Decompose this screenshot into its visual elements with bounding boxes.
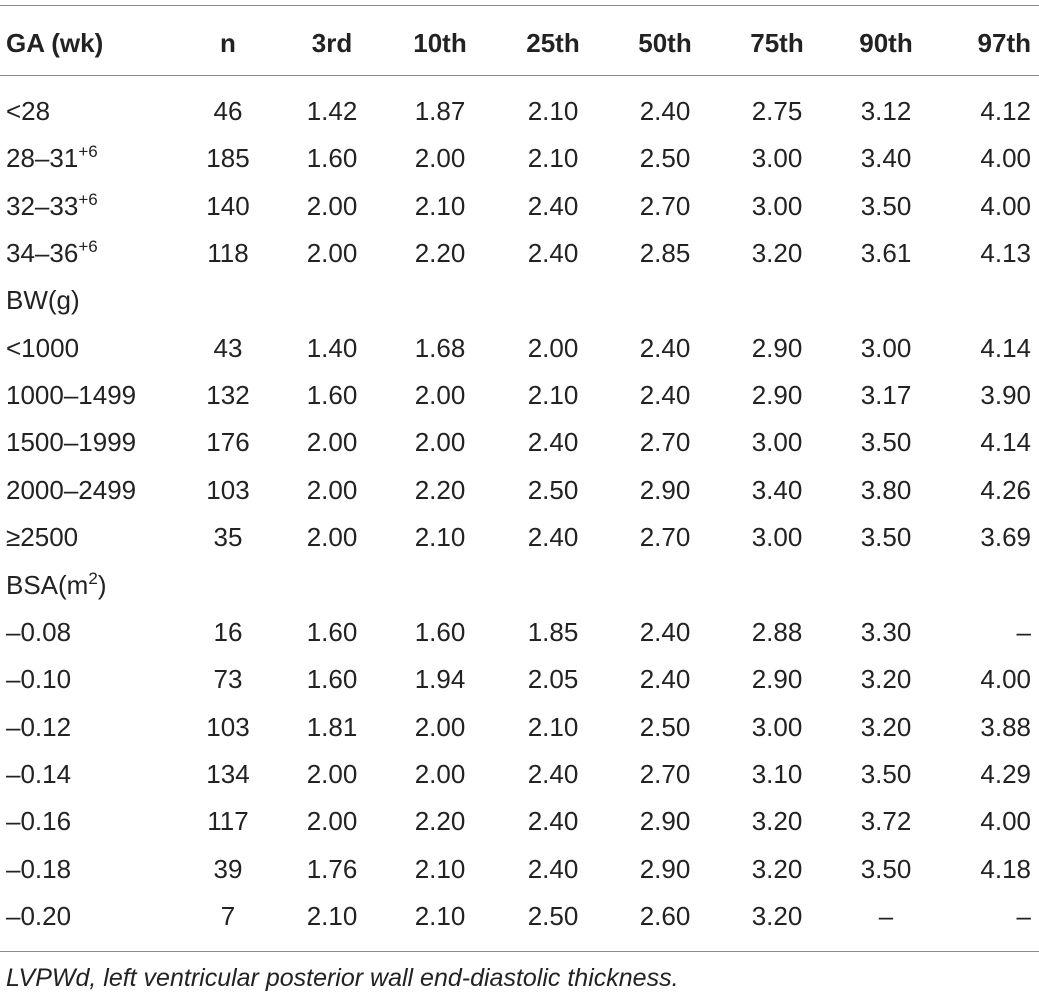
- table-cell: 1.87: [414, 96, 466, 126]
- table-cell: 2.40: [527, 427, 579, 458]
- table-cell: 2.85: [639, 238, 691, 269]
- row-label-text: 2000–2499: [6, 474, 137, 505]
- table-cell: 2.00: [306, 522, 358, 553]
- table-cell: 3.90: [980, 380, 1031, 411]
- table-cell: 1.42: [306, 96, 358, 126]
- table-cell: 2.90: [639, 474, 691, 505]
- table-cell: 2.00: [306, 758, 358, 789]
- table-header-row: [0, 20, 1039, 67]
- table-cell: 140: [206, 190, 250, 221]
- table-cell: 2.70: [639, 522, 691, 553]
- row-label: [6, 183, 98, 230]
- table-cell: 2.90: [639, 806, 691, 837]
- table-cell: 1.60: [306, 616, 358, 647]
- table-cell: 39: [213, 853, 243, 884]
- table-cell: 1.81: [306, 711, 358, 742]
- table-row: [0, 514, 1039, 561]
- row-label-text: 28–31: [6, 143, 79, 174]
- table-cell: 3.00: [751, 711, 803, 742]
- table-cell: 2.40: [639, 664, 691, 695]
- table-cell: 3.50: [860, 427, 912, 458]
- header-50th: 50th: [638, 28, 692, 58]
- superscript: +6: [78, 237, 98, 257]
- table-row: [0, 893, 1039, 940]
- table-cell: 2.70: [639, 758, 691, 789]
- table-cell: 2.70: [639, 427, 691, 458]
- table-cell: 2.10: [527, 96, 579, 126]
- table-cell: 4.00: [980, 664, 1031, 695]
- row-label: [6, 704, 71, 751]
- row-label-text: 32–33: [6, 190, 79, 221]
- section-heading-suffix: ): [97, 569, 107, 600]
- table-cell: 185: [206, 143, 250, 174]
- row-label-text: –0.08: [6, 616, 72, 647]
- table-cell: 2.90: [751, 332, 803, 363]
- table-row: [0, 704, 1039, 751]
- table-cell: 2.90: [751, 664, 803, 695]
- table-cell: 2.40: [527, 758, 579, 789]
- table-cell: 3.69: [980, 522, 1031, 553]
- header-10th: 10th: [413, 28, 467, 58]
- row-label: [6, 325, 79, 372]
- row-label: [6, 798, 71, 845]
- table-cell: 3.20: [751, 900, 803, 931]
- table-cell: 2.20: [414, 238, 466, 269]
- row-label: [6, 467, 136, 514]
- table-row: [0, 135, 1039, 182]
- header-25th: 25th: [526, 28, 580, 58]
- table-cell: 3.30: [860, 616, 912, 647]
- section-heading-text: BW(g): [6, 285, 80, 316]
- table-cell: 4.14: [980, 427, 1031, 458]
- table-cell: 1.60: [306, 143, 358, 174]
- table-row: [0, 798, 1039, 845]
- table-cell: 3.80: [860, 474, 912, 505]
- table-cell: 2.00: [306, 474, 358, 505]
- table-cell: 3.10: [751, 758, 803, 789]
- table-cell: 2.90: [751, 380, 803, 411]
- table-cell: 1.60: [414, 616, 466, 647]
- table-cell: 4.13: [980, 238, 1031, 269]
- table-cell: 1.60: [306, 380, 358, 411]
- table-cell: 3.20: [860, 711, 912, 742]
- table-cell: 176: [206, 427, 250, 458]
- table-cell: 2.40: [527, 522, 579, 553]
- table-cell: 1.94: [414, 664, 466, 695]
- table-cell: 2.10: [414, 853, 466, 884]
- table-row: [0, 230, 1039, 277]
- header-n: n: [220, 28, 236, 58]
- section-heading-row: [0, 562, 1039, 609]
- row-label: [6, 846, 71, 893]
- table-cell: 2.70: [639, 190, 691, 221]
- table-cell: 3.20: [751, 238, 803, 269]
- table-cell: 2.40: [639, 96, 691, 126]
- table-cell: 132: [206, 380, 250, 411]
- row-label: [6, 230, 98, 277]
- table-row: [0, 609, 1039, 656]
- table-cell: 4.29: [980, 758, 1031, 789]
- table-cell: 2.10: [306, 900, 358, 931]
- row-label-text: <28: [6, 96, 51, 126]
- table-cell: 2.75: [751, 96, 803, 126]
- table-cell: 3.61: [860, 238, 912, 269]
- table-cell: 4.26: [980, 474, 1031, 505]
- table-cell: 118: [207, 238, 249, 269]
- table-cell: 2.50: [527, 474, 579, 505]
- section-heading-row: [0, 277, 1039, 324]
- table-cell: 4.18: [980, 853, 1031, 884]
- table-row: [0, 846, 1039, 893]
- table-cell: –: [1016, 900, 1031, 931]
- table-cell: 1.68: [414, 332, 466, 363]
- table-cell: 4.00: [980, 806, 1031, 837]
- row-label: [6, 135, 98, 182]
- row-label: [6, 419, 136, 466]
- table-cell: 2.00: [414, 143, 466, 174]
- table-cell: 7: [220, 900, 236, 931]
- row-label-text: –0.14: [6, 758, 72, 789]
- table-cell: 3.20: [751, 853, 803, 884]
- table-top-rule: [0, 5, 1039, 6]
- table-cell: 2.00: [414, 758, 466, 789]
- table-header-rule: [0, 75, 1039, 76]
- table-cell: 1.60: [306, 664, 358, 695]
- row-label: [6, 656, 71, 703]
- table-cell: 2.00: [306, 238, 358, 269]
- table-cell: 4.00: [980, 190, 1031, 221]
- table-cell: 2.10: [414, 522, 466, 553]
- table-cell: 43: [213, 332, 243, 363]
- table-cell: 2.10: [414, 900, 466, 931]
- row-label: [6, 514, 78, 561]
- table-cell: –: [878, 900, 894, 931]
- table-cell: 117: [207, 806, 249, 837]
- table-cell: 2.10: [527, 711, 579, 742]
- table-cell: 3.12: [860, 96, 912, 126]
- table-cell: 2.50: [639, 143, 691, 174]
- table-cell: 1.85: [527, 616, 579, 647]
- table-cell: 73: [213, 664, 243, 695]
- table-cell: 3.40: [751, 474, 803, 505]
- section-heading: [6, 277, 80, 324]
- row-label: [6, 372, 136, 419]
- row-label-text: <1000: [6, 332, 80, 363]
- table-cell: 2.40: [527, 806, 579, 837]
- table-cell: 2.40: [639, 380, 691, 411]
- table-cell: 2.10: [414, 190, 466, 221]
- header-90th: 90th: [859, 28, 913, 58]
- table-cell: 1.76: [306, 853, 358, 884]
- row-label: [6, 751, 71, 798]
- table-cell: 4.00: [980, 143, 1031, 174]
- table-cell: 3.20: [860, 664, 912, 695]
- table-row: [0, 419, 1039, 466]
- row-label-text: –0.16: [6, 806, 72, 837]
- table-row: [0, 372, 1039, 419]
- table-cell: 2.20: [414, 806, 466, 837]
- row-label-text: –0.20: [6, 900, 72, 931]
- table-cell: 1.40: [306, 332, 358, 363]
- table-cell: 4.14: [980, 332, 1031, 363]
- table-cell: 2.50: [527, 900, 579, 931]
- table-cell: 3.72: [860, 806, 912, 837]
- row-label-text: –0.18: [6, 853, 72, 884]
- table-cell: 3.50: [860, 190, 912, 221]
- table-cell: 46: [213, 96, 243, 126]
- row-label: [6, 609, 71, 656]
- header-3rd: 3rd: [311, 28, 353, 58]
- table-cell: 2.00: [306, 190, 358, 221]
- table-cell: 3.50: [860, 522, 912, 553]
- table-cell: 3.00: [860, 332, 912, 363]
- table-cell: 2.05: [527, 664, 579, 695]
- table-cell: 3.17: [860, 380, 912, 411]
- row-label-text: –0.12: [6, 711, 72, 742]
- table-cell: 2.60: [639, 900, 691, 931]
- table-cell: 2.50: [639, 711, 691, 742]
- table-cell: 2.20: [414, 474, 466, 505]
- header-75th: 75th: [750, 28, 804, 58]
- table-cell: 103: [206, 474, 250, 505]
- table-row: [0, 183, 1039, 230]
- table-row: [0, 325, 1039, 372]
- row-label: [6, 88, 50, 135]
- table-cell: 2.00: [414, 380, 466, 411]
- table-cell: 2.88: [751, 616, 803, 647]
- table-cell: 35: [213, 522, 243, 553]
- table-row: [0, 467, 1039, 514]
- table-cell: 2.10: [527, 380, 579, 411]
- table-cell: 2.00: [414, 711, 466, 742]
- table-cell: 2.00: [527, 332, 579, 363]
- table-row: [0, 751, 1039, 798]
- table-cell: 3.40: [860, 143, 912, 174]
- row-label-text: –0.10: [6, 664, 72, 695]
- table-footnote: LVPWd, left ventricular posterior wall end-diastolic thickness.: [6, 964, 679, 992]
- table-cell: 134: [206, 758, 250, 789]
- table-cell: 2.40: [639, 332, 691, 363]
- superscript: +6: [78, 189, 98, 209]
- table-cell: 3.00: [751, 427, 803, 458]
- section-heading-text: BSA(m: [6, 569, 89, 600]
- superscript: +6: [78, 142, 98, 162]
- table-cell: 3.50: [860, 853, 912, 884]
- table-cell: 2.40: [527, 853, 579, 884]
- table-cell: 2.00: [306, 427, 358, 458]
- table-cell: –: [1016, 616, 1031, 647]
- table-row: [0, 656, 1039, 703]
- table-cell: 2.40: [527, 190, 579, 221]
- section-heading: [6, 562, 106, 609]
- table-cell: 2.90: [639, 853, 691, 884]
- table-row: [0, 88, 1039, 135]
- table-cell: 3.50: [860, 758, 912, 789]
- row-label-text: ≥2500: [6, 522, 79, 553]
- header-ga: GA (wk): [6, 28, 104, 58]
- row-label: [6, 893, 71, 940]
- table-cell: 3.88: [980, 711, 1031, 742]
- table-bottom-rule: [0, 951, 1039, 952]
- table-cell: 2.40: [527, 238, 579, 269]
- table-cell: 3.00: [751, 143, 803, 174]
- table-cell: 2.00: [414, 427, 466, 458]
- table-cell: 16: [213, 616, 243, 647]
- table-cell: 2.00: [306, 806, 358, 837]
- table-cell: 3.00: [751, 190, 803, 221]
- row-label-text: 34–36: [6, 238, 79, 269]
- row-label-text: 1000–1499: [6, 380, 137, 411]
- table-cell: 2.10: [527, 143, 579, 174]
- table-cell: 3.00: [751, 522, 803, 553]
- header-97th: 97th: [977, 28, 1031, 58]
- row-label-text: 1500–1999: [6, 427, 137, 458]
- table-cell: 4.12: [980, 96, 1031, 126]
- superscript: 2: [88, 568, 98, 588]
- table-cell: 2.40: [639, 616, 691, 647]
- table-cell: 103: [206, 711, 250, 742]
- table-cell: 3.20: [751, 806, 803, 837]
